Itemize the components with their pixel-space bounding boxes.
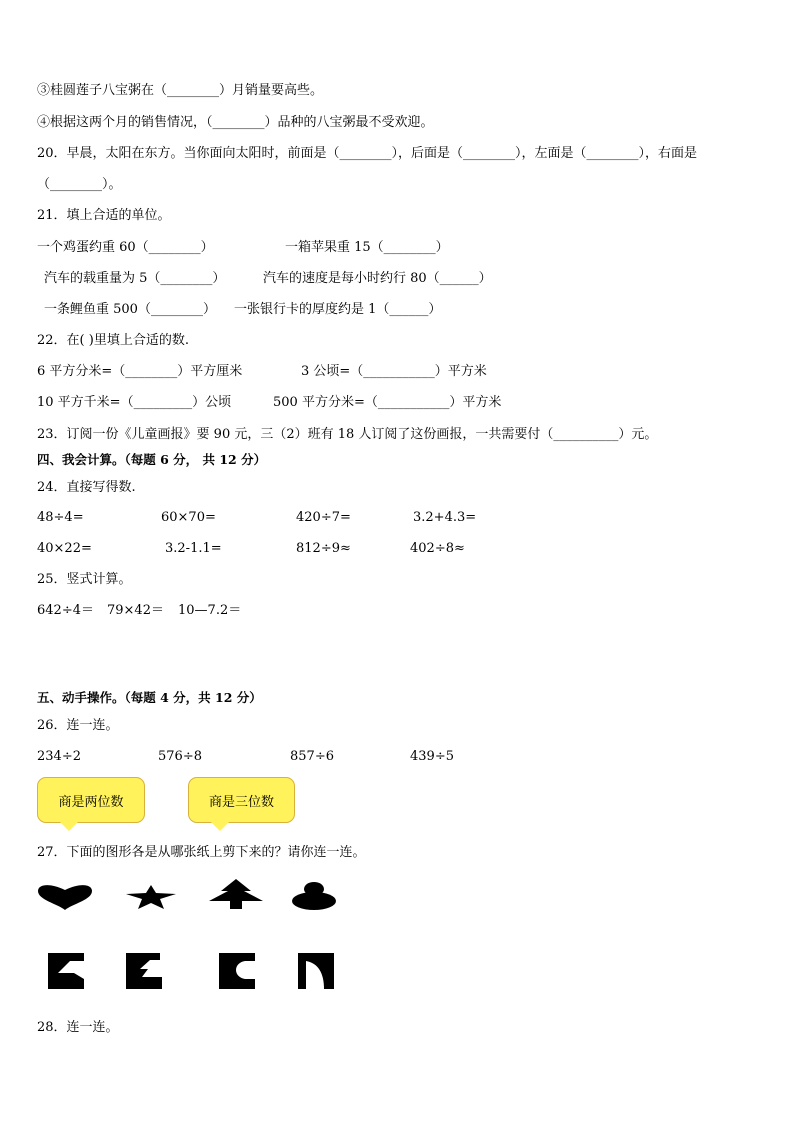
snowman-shape[interactable] — [292, 882, 336, 910]
conversion-item-3: 10 平方千米=（_________）公顷 — [37, 395, 232, 410]
calc-item: 420÷7= — [296, 510, 351, 525]
section-4-heading: 四、我会计算。（每题 6 分， 共 12 分） — [37, 452, 267, 467]
question-24-title: 24．直接写得数. — [37, 480, 136, 495]
two-digit-quotient-bubble[interactable] — [37, 777, 145, 823]
paper-piece-zigzag-2[interactable] — [126, 953, 162, 989]
unit-item-egg: 一个鸡蛋约重 60（________） — [37, 240, 214, 255]
question-27-title: 27．下面的图形各是从哪张纸上剪下来的？请你连一连。 — [37, 845, 366, 860]
calc-item: 48÷4= — [37, 510, 84, 525]
calc-item: 402÷8≈ — [410, 541, 465, 556]
question-20-line1: 20．早晨，太阳在东方。当你面向太阳时，前面是（________），后面是（________），左面是（________），右面是 — [37, 146, 698, 161]
paper-piece-curve-1[interactable] — [219, 953, 255, 989]
conversion-item-4: 500 平方分米=（___________）平方米 — [273, 395, 502, 410]
question-22-title: 22．在( )里填上合适的数. — [37, 333, 189, 348]
question-3-line: ③桂圆莲子八宝粥在（________）月销量要高些。 — [37, 83, 324, 98]
bubble-tail — [60, 822, 78, 831]
question-4-line: ④根据这两个月的销售情况，（________）品种的八宝粥最不受欢迎。 — [37, 115, 434, 130]
bubble-label: 商是三位数 — [208, 794, 274, 810]
bubble-label: 商是两位数 — [58, 794, 124, 810]
vertical-calc-item: 10—7.2＝ — [178, 603, 242, 618]
paper-piece-curve-2[interactable] — [298, 953, 334, 989]
division-expression: 234÷2 — [37, 749, 81, 764]
question-28-title: 28．连一连。 — [37, 1020, 119, 1035]
calc-item: 40×22= — [37, 541, 92, 556]
heart-shape[interactable] — [38, 884, 92, 910]
conversion-item-2: 3 公顷=（___________）平方米 — [301, 364, 487, 379]
paper-piece-zigzag-1[interactable] — [48, 953, 84, 989]
bubble-tail — [211, 822, 229, 831]
calc-item: 3.2-1.1= — [165, 541, 222, 556]
question-21-title: 21．填上合适的单位。 — [37, 208, 171, 223]
question-23-line: 23．订阅一份《儿童画报》要 90 元，三（2）班有 18 人订阅了这份画报，一共需要付（__________）元。 — [37, 427, 658, 442]
question-25-title: 25．竖式计算。 — [37, 572, 132, 587]
calc-item: 812÷9≈ — [296, 541, 351, 556]
tree-shape[interactable] — [209, 879, 263, 909]
conversion-item-1: 6 平方分米=（________）平方厘米 — [37, 364, 243, 379]
unit-item-apples: 一箱苹果重 15（________） — [285, 240, 449, 255]
question-20-line2: （________）。 — [37, 177, 122, 192]
division-expression: 576÷8 — [158, 749, 202, 764]
vertical-calc-item: 79×42＝ — [107, 603, 164, 618]
division-expression: 439÷5 — [410, 749, 454, 764]
three-digit-quotient-bubble[interactable] — [188, 777, 295, 823]
question-26-title: 26．连一连。 — [37, 718, 119, 733]
calc-item: 3.2+4.3= — [413, 510, 477, 525]
vertical-calc-item: 642÷4＝ — [37, 603, 94, 618]
section-5-heading: 五、动手操作。（每题 4 分，共 12 分） — [37, 690, 262, 705]
unit-item-truck-speed: 汽车的速度是每小时约行 80（______） — [263, 271, 492, 286]
division-expression: 857÷6 — [290, 749, 334, 764]
unit-item-truck-load: 汽车的载重量为 5（________） — [44, 271, 226, 286]
unit-item-bank-card: 一张银行卡的厚度约是 1（______） — [234, 302, 442, 317]
unit-item-carp: 一条鲤鱼重 500（________） — [44, 302, 216, 317]
star-shape[interactable] — [126, 885, 176, 909]
calc-item: 60×70= — [161, 510, 216, 525]
